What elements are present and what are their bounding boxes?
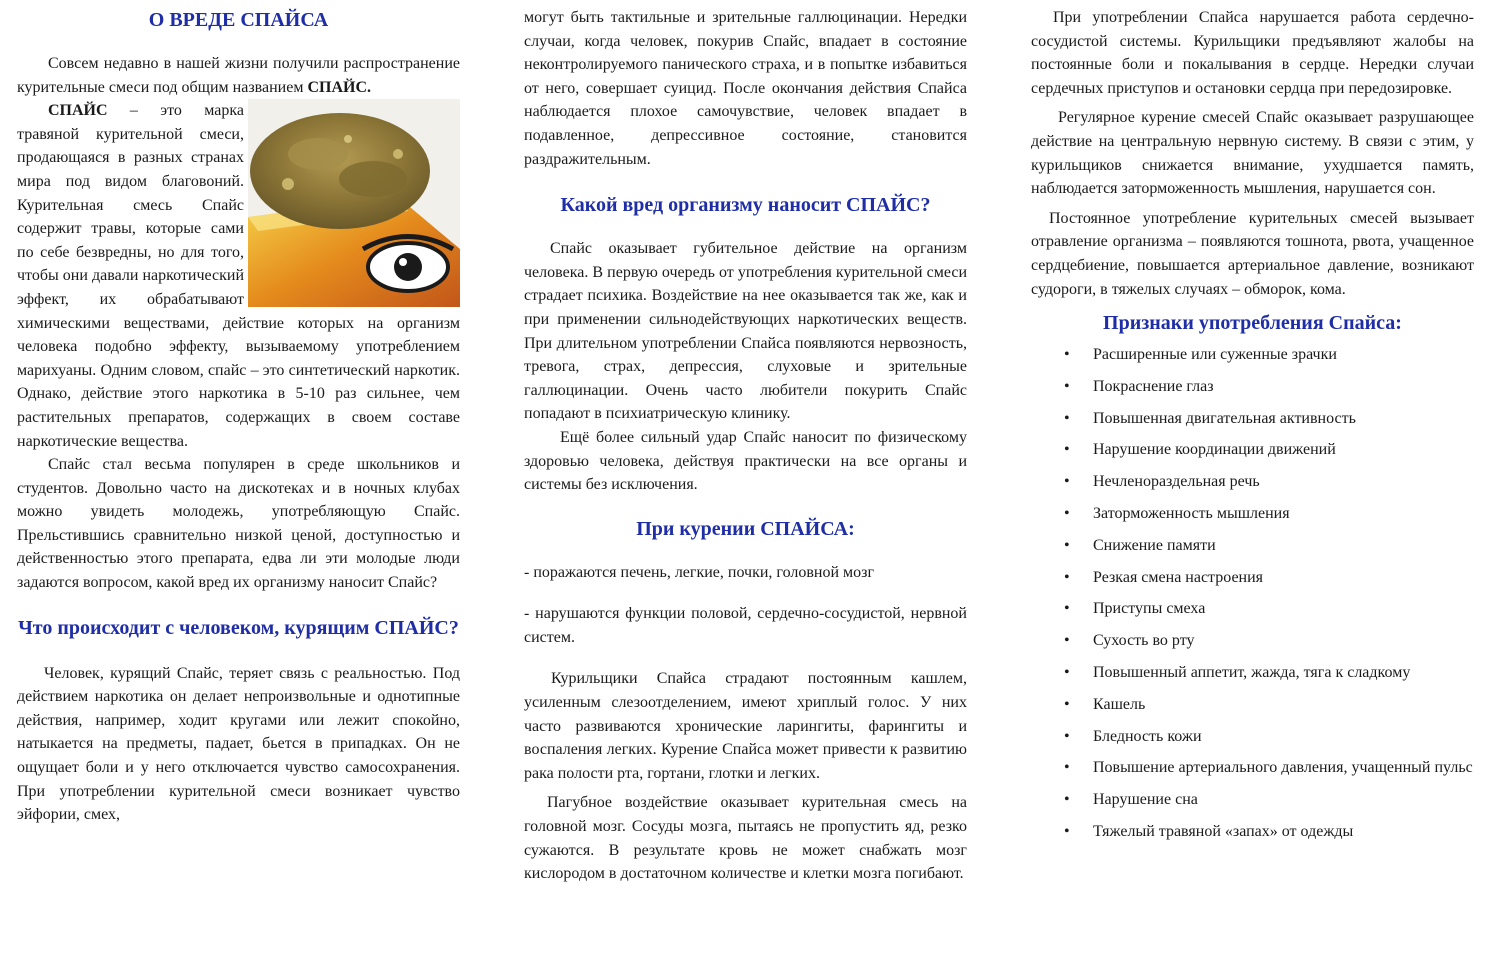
- bullet-icon: •: [1064, 346, 1070, 364]
- cough-paragraph: Курильщики Спайса страдают постоянным кашлем, усиленным слезоотделением, имеют хриплый голос. У них часто развиваются хронические ларингиты, фарингиты и воспаления легких. Курение Спайса может привести к развитию рака полости рта, гортани, глотки и легких.: [524, 670, 967, 782]
- list-item-text: Нарушение сна: [1093, 791, 1198, 809]
- definition-paragraph: [17, 99, 460, 453]
- list-item: [1031, 502, 1474, 526]
- bullet-icon: •: [1064, 568, 1070, 586]
- bullet-icon: •: [1064, 791, 1070, 809]
- dash-item-systems: - нарушаются функции половой, сердечно-сосудистой, нервной систем.: [524, 605, 967, 646]
- bullet-icon: •: [1064, 377, 1070, 395]
- list-item: [1031, 534, 1474, 558]
- column-2: [524, 0, 967, 886]
- list-item: [1031, 788, 1474, 812]
- heading-what-happens: Что происходит с человеком, курящим СПАЙС?: [18, 616, 459, 639]
- list-item-text: Расширенные или суженные зрачки: [1093, 346, 1337, 364]
- bullet-icon: •: [1064, 663, 1070, 681]
- heading-harm: Какой вред организму наносит СПАЙС?: [560, 194, 931, 217]
- list-item: [1031, 470, 1474, 494]
- person-paragraph: Человек, курящий Спайс, теряет связь с реальностью. Под действием наркотика он делает непроизвольные и однотипные действия, например, ходит кругами или лежит спокойно, натыкается на предметы, падает, бьется в припадках. Он не ощущает боли и у него отключается чувство самосохранения. При употреблении курительной смеси возникает чувство эйфории, смех,: [17, 664, 460, 824]
- poison-paragraph: Постоянное употребление курительных смесей вызывает отравление организма – появляются тошнота, рвота, учащенное сердцебиение, повышается артериальное давление, возникают судороги, в тяжелых случаях – обморок, кома.: [1031, 209, 1474, 298]
- bullet-icon: •: [1064, 536, 1070, 554]
- physical-paragraph: Ещё более сильный удар Спайс наносит по физическому здоровью человека, действуя практически на все органы и системы без исключения.: [524, 428, 967, 494]
- page-title: О ВРЕДЕ СПАЙСА: [148, 9, 329, 31]
- intro-bold: СПАЙС.: [307, 78, 372, 96]
- list-item-text: Сухость во рту: [1093, 632, 1195, 650]
- list-item-text: Тяжелый травяной «запах» от одежды: [1093, 822, 1354, 840]
- list-item: [1031, 820, 1474, 844]
- list-item-text: Бледность кожи: [1093, 727, 1202, 745]
- definition-text: – это марка травяной курительной смеси, продающаяся в разных странах мира под видом благовоний. Курительная смесь Спайс содержит травы, которые сами по себе безвредны, но для того, чтобы они давали наркотический эффект, их обрабатывают химическими веществами, действие которых на организм человека подобно эффекту, вызываемому употреблением марихуаны. Одним словом, спайс – это синтетический наркотик. Однако, действие этого наркотика в 5-10 раз сильнее, чем растительных препаратов, содержащих в своем составе наркотические вещества.: [17, 102, 460, 450]
- list-item-text: Резкая смена настроения: [1093, 568, 1264, 586]
- list-item: [1031, 693, 1474, 717]
- popularity-paragraph: Спайс стал весьма популярен в среде школьников и студентов. Довольно часто на дискотеках и в ночных клубах можно увидеть молодежь, употребляющую Спайс. Прельстившись сравнительно низкой ценой, доступностью и действенностью этого препарата, едва ли эти молодые люди задаются вопросом, какой вред их организму наносит Спайс?: [17, 456, 460, 592]
- column-1: [17, 0, 460, 827]
- list-item-text: Приступы смеха: [1093, 600, 1206, 618]
- bullet-icon: •: [1064, 600, 1070, 618]
- list-item-text: Снижение памяти: [1093, 536, 1216, 554]
- heart-paragraph: При употреблении Спайса нарушается работа сердечно-сосудистой системы. Курильщики предъявляют жалобы на постоянные боли и покалывания в сердце. Нередки случаи сердечных приступов и остановки сердца при передозировке.: [1031, 9, 1474, 97]
- list-item-text: Покраснение глаз: [1093, 377, 1214, 395]
- list-item-text: Повышение артериального давления, учащенный пульс: [1093, 759, 1473, 777]
- list-item: [1031, 597, 1474, 621]
- bullet-icon: •: [1064, 473, 1070, 491]
- bullet-icon: •: [1064, 505, 1070, 523]
- list-item-text: Заторможенность мышления: [1093, 505, 1290, 523]
- heading-signs: Признаки употребления Спайса:: [1103, 312, 1402, 335]
- definition-bold: СПАЙС: [48, 102, 108, 120]
- list-item-text: Повышенная двигательная активность: [1093, 409, 1356, 427]
- bullet-icon: •: [1064, 759, 1070, 777]
- nervous-paragraph: Регулярное курение смесей Спайс оказывает разрушающее действие на центральную нервную систему. В связи с этим, у курильщиков снижается внимание, ухудшается память, наблюдается заторможенность мышления, нарушается сон.: [1031, 109, 1474, 198]
- harm-paragraph: Спайс оказывает губительное действие на организм человека. В первую очередь от употребления курительной смеси страдает психика. Воздействие на нее оказывается так же, как и при применении сильнодействующих наркотических веществ. При длительном употреблении Спайса появляются нервозность, тревога, страх, депрессия, слуховые и зрительные галлюцинации. Очень часто любители покурить Спайс попадают в психиатрическую клинику.: [524, 240, 967, 423]
- bullet-icon: •: [1064, 409, 1070, 427]
- column-3: [1031, 0, 1474, 852]
- list-item: [1031, 629, 1474, 653]
- dash-item-organs: - поражаются печень, легкие, почки, головной мозг: [524, 563, 875, 581]
- list-item-text: Повышенный аппетит, жажда, тяга к сладкому: [1093, 663, 1411, 681]
- bullet-icon: •: [1064, 822, 1070, 840]
- brain-paragraph: Пагубное воздействие оказывает курительная смесь на головной мозг. Сосуды мозга, пытаясь не пропустить яд, резко сужаются. В результате кровь не может снабжать мозг кислородом в достаточном количестве и клетки мозга погибают.: [524, 794, 967, 883]
- list-item: [1031, 661, 1474, 685]
- list-item: [1031, 438, 1474, 462]
- list-item: [1031, 343, 1474, 367]
- list-item: [1031, 756, 1474, 780]
- list-item: [1031, 407, 1474, 431]
- intro-text: Совсем недавно в нашей жизни получили распространение курительные смеси под общим названием: [17, 55, 460, 96]
- heading-smoking: При курении СПАЙСА:: [636, 517, 855, 540]
- bullet-icon: •: [1064, 632, 1070, 650]
- hallucination-paragraph: могут быть тактильные и зрительные галлюцинации. Нередки случаи, когда человек, покурив Спайс, впадает в состояние неконтролируемого панического страха, и в попытке избавиться от него, совершает суицид. После окончания действия Спайса наблюдается плохое самочувствие, человек впадает в подавленное, депрессивное состояние, становится раздражительным.: [524, 9, 967, 168]
- list-item-text: Нечленораздельная речь: [1093, 473, 1260, 491]
- list-item: [1031, 566, 1474, 590]
- list-item-text: Кашель: [1093, 695, 1146, 713]
- bullet-icon: •: [1064, 441, 1070, 459]
- list-item: [1031, 375, 1474, 399]
- signs-list: [1031, 343, 1474, 843]
- bullet-icon: •: [1064, 727, 1070, 745]
- spice-package-photo: [248, 99, 460, 307]
- list-item-text: Нарушение координации движений: [1093, 441, 1336, 459]
- intro-paragraph: [17, 52, 460, 99]
- bullet-icon: •: [1064, 695, 1070, 713]
- list-item: [1031, 725, 1474, 749]
